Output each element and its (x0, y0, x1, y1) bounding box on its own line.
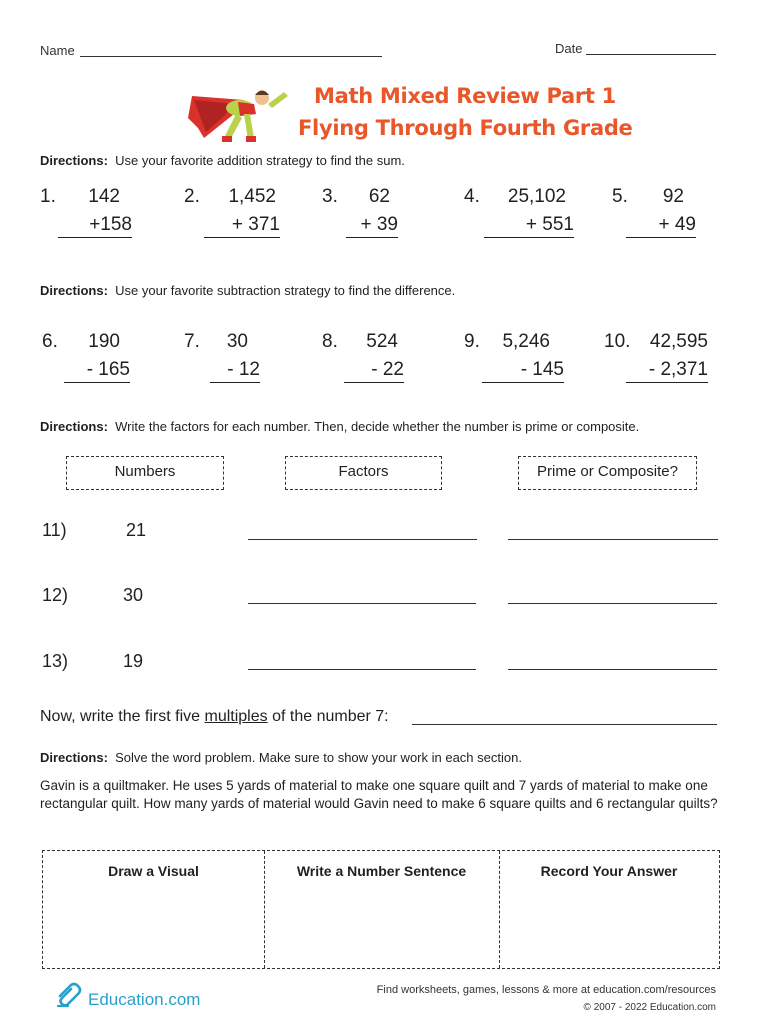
problem-7 (184, 331, 260, 387)
directions-text: Use your favorite addition strategy to find the sum. (115, 153, 405, 168)
problem-10 (604, 331, 708, 387)
problem-number: 9. (464, 331, 480, 352)
problem-bottom: - 145 (482, 359, 564, 383)
record-answer-cell[interactable] (499, 851, 719, 968)
problem-top: 25,102 (507, 186, 566, 207)
problem-3 (322, 186, 398, 242)
multiples-answer-line[interactable] (412, 724, 717, 725)
column-header-numbers: Numbers (66, 456, 224, 490)
problem-2 (184, 186, 280, 242)
directions-word-problem (40, 750, 522, 765)
factors-answer-line[interactable] (248, 603, 476, 604)
problem-bottom: - 12 (210, 359, 260, 383)
directions-text: Write the factors for each number. Then, decide whether the number is prime or composite. (115, 419, 640, 434)
problem-number: 6. (42, 331, 58, 352)
problem-number: 1. (40, 186, 56, 207)
column-header-factors: Factors (285, 456, 442, 490)
problem-number: 7. (184, 331, 200, 352)
directions-label: Directions: (40, 153, 108, 168)
row-number: 12) (42, 585, 69, 605)
multiples-text-before: Now, write the first five (40, 708, 205, 725)
problem-1 (40, 186, 132, 242)
problem-top: 5,246 (502, 331, 550, 352)
factors-answer-line[interactable] (248, 669, 476, 670)
row-number: 11) (42, 520, 67, 540)
row-value: 21 (126, 520, 147, 540)
word-problem-text: Gavin is a quiltmaker. He uses 5 yards of material to make one square quilt and 7 yards of material to make one rectangular quilt. How many yards of material would Gavin need to make 6 square quilts and 6 rectangular quilts? (40, 778, 718, 811)
problem-bottom: + 551 (484, 214, 574, 238)
date-line[interactable] (586, 54, 716, 55)
title-line-1: Math Mixed Review Part 1 (314, 84, 616, 108)
row-value: 19 (123, 651, 144, 671)
multiples-text-after: of the number 7: (267, 708, 389, 725)
problem-top: 62 (368, 186, 390, 207)
prime-composite-answer-line[interactable] (508, 669, 717, 670)
name-label: Name (40, 43, 75, 58)
problem-4 (464, 186, 574, 242)
footer-copyright: © 2007 - 2022 Education.com (583, 1002, 716, 1013)
row-value: 30 (123, 585, 144, 605)
education-logo-icon (56, 980, 86, 1008)
problem-top: 190 (88, 331, 120, 352)
problem-top: 30 (226, 331, 248, 352)
problem-number: 4. (464, 186, 480, 207)
problem-bottom: - 2,371 (626, 359, 708, 383)
brand-name: Education.com (88, 990, 201, 1009)
problem-bottom: + 49 (626, 214, 696, 238)
column-header-prime-composite: Prime or Composite? (518, 456, 697, 490)
problem-9 (464, 331, 564, 387)
problem-bottom: - 22 (344, 359, 404, 383)
problem-bottom: +158 (58, 214, 132, 238)
directions-label: Directions: (40, 283, 108, 298)
directions-label: Directions: (40, 750, 108, 765)
record-answer-header: Record Your Answer (540, 863, 678, 879)
directions-addition (40, 153, 405, 168)
directions-subtraction (40, 283, 455, 298)
problem-number: 3. (322, 186, 338, 207)
date-label: Date (555, 41, 583, 56)
prime-composite-answer-line[interactable] (508, 539, 718, 540)
title-line-2: Flying Through Fourth Grade (298, 116, 633, 140)
problem-top: 92 (662, 186, 684, 207)
problem-number: 10. (604, 331, 631, 352)
directions-label: Directions: (40, 419, 108, 434)
row-number: 13) (42, 651, 69, 671)
multiples-underlined: multiples (204, 708, 268, 725)
name-line[interactable] (80, 56, 382, 57)
draw-visual-cell[interactable] (43, 851, 264, 968)
problem-top: 1,452 (228, 186, 276, 207)
problem-number: 8. (322, 331, 338, 352)
directions-factors (40, 419, 639, 434)
number-sentence-header: Write a Number Sentence (296, 863, 467, 879)
problem-top: 524 (366, 331, 398, 352)
factors-answer-line[interactable] (248, 539, 477, 540)
draw-visual-header: Draw a Visual (108, 863, 199, 879)
problem-bottom: - 165 (64, 359, 130, 383)
problem-bottom: + 371 (204, 214, 280, 238)
number-sentence-cell[interactable] (264, 851, 499, 968)
answer-grid (42, 850, 720, 969)
problem-number: 5. (612, 186, 628, 207)
problem-number: 2. (184, 186, 200, 207)
problem-5 (612, 186, 696, 242)
directions-text: Solve the word problem. Make sure to show your work in each section. (115, 750, 522, 765)
problem-top: 42,595 (649, 331, 708, 352)
problem-bottom: + 39 (346, 214, 398, 238)
problem-8 (322, 331, 404, 387)
footer-tagline: Find worksheets, games, lessons & more at education.com/resources (376, 984, 716, 996)
prime-composite-answer-line[interactable] (508, 603, 717, 604)
directions-text: Use your favorite subtraction strategy to find the difference. (115, 283, 456, 298)
problem-6 (42, 331, 130, 387)
superhero-icon (184, 78, 294, 150)
multiples-prompt (40, 708, 389, 726)
problem-top: 142 (88, 186, 120, 207)
